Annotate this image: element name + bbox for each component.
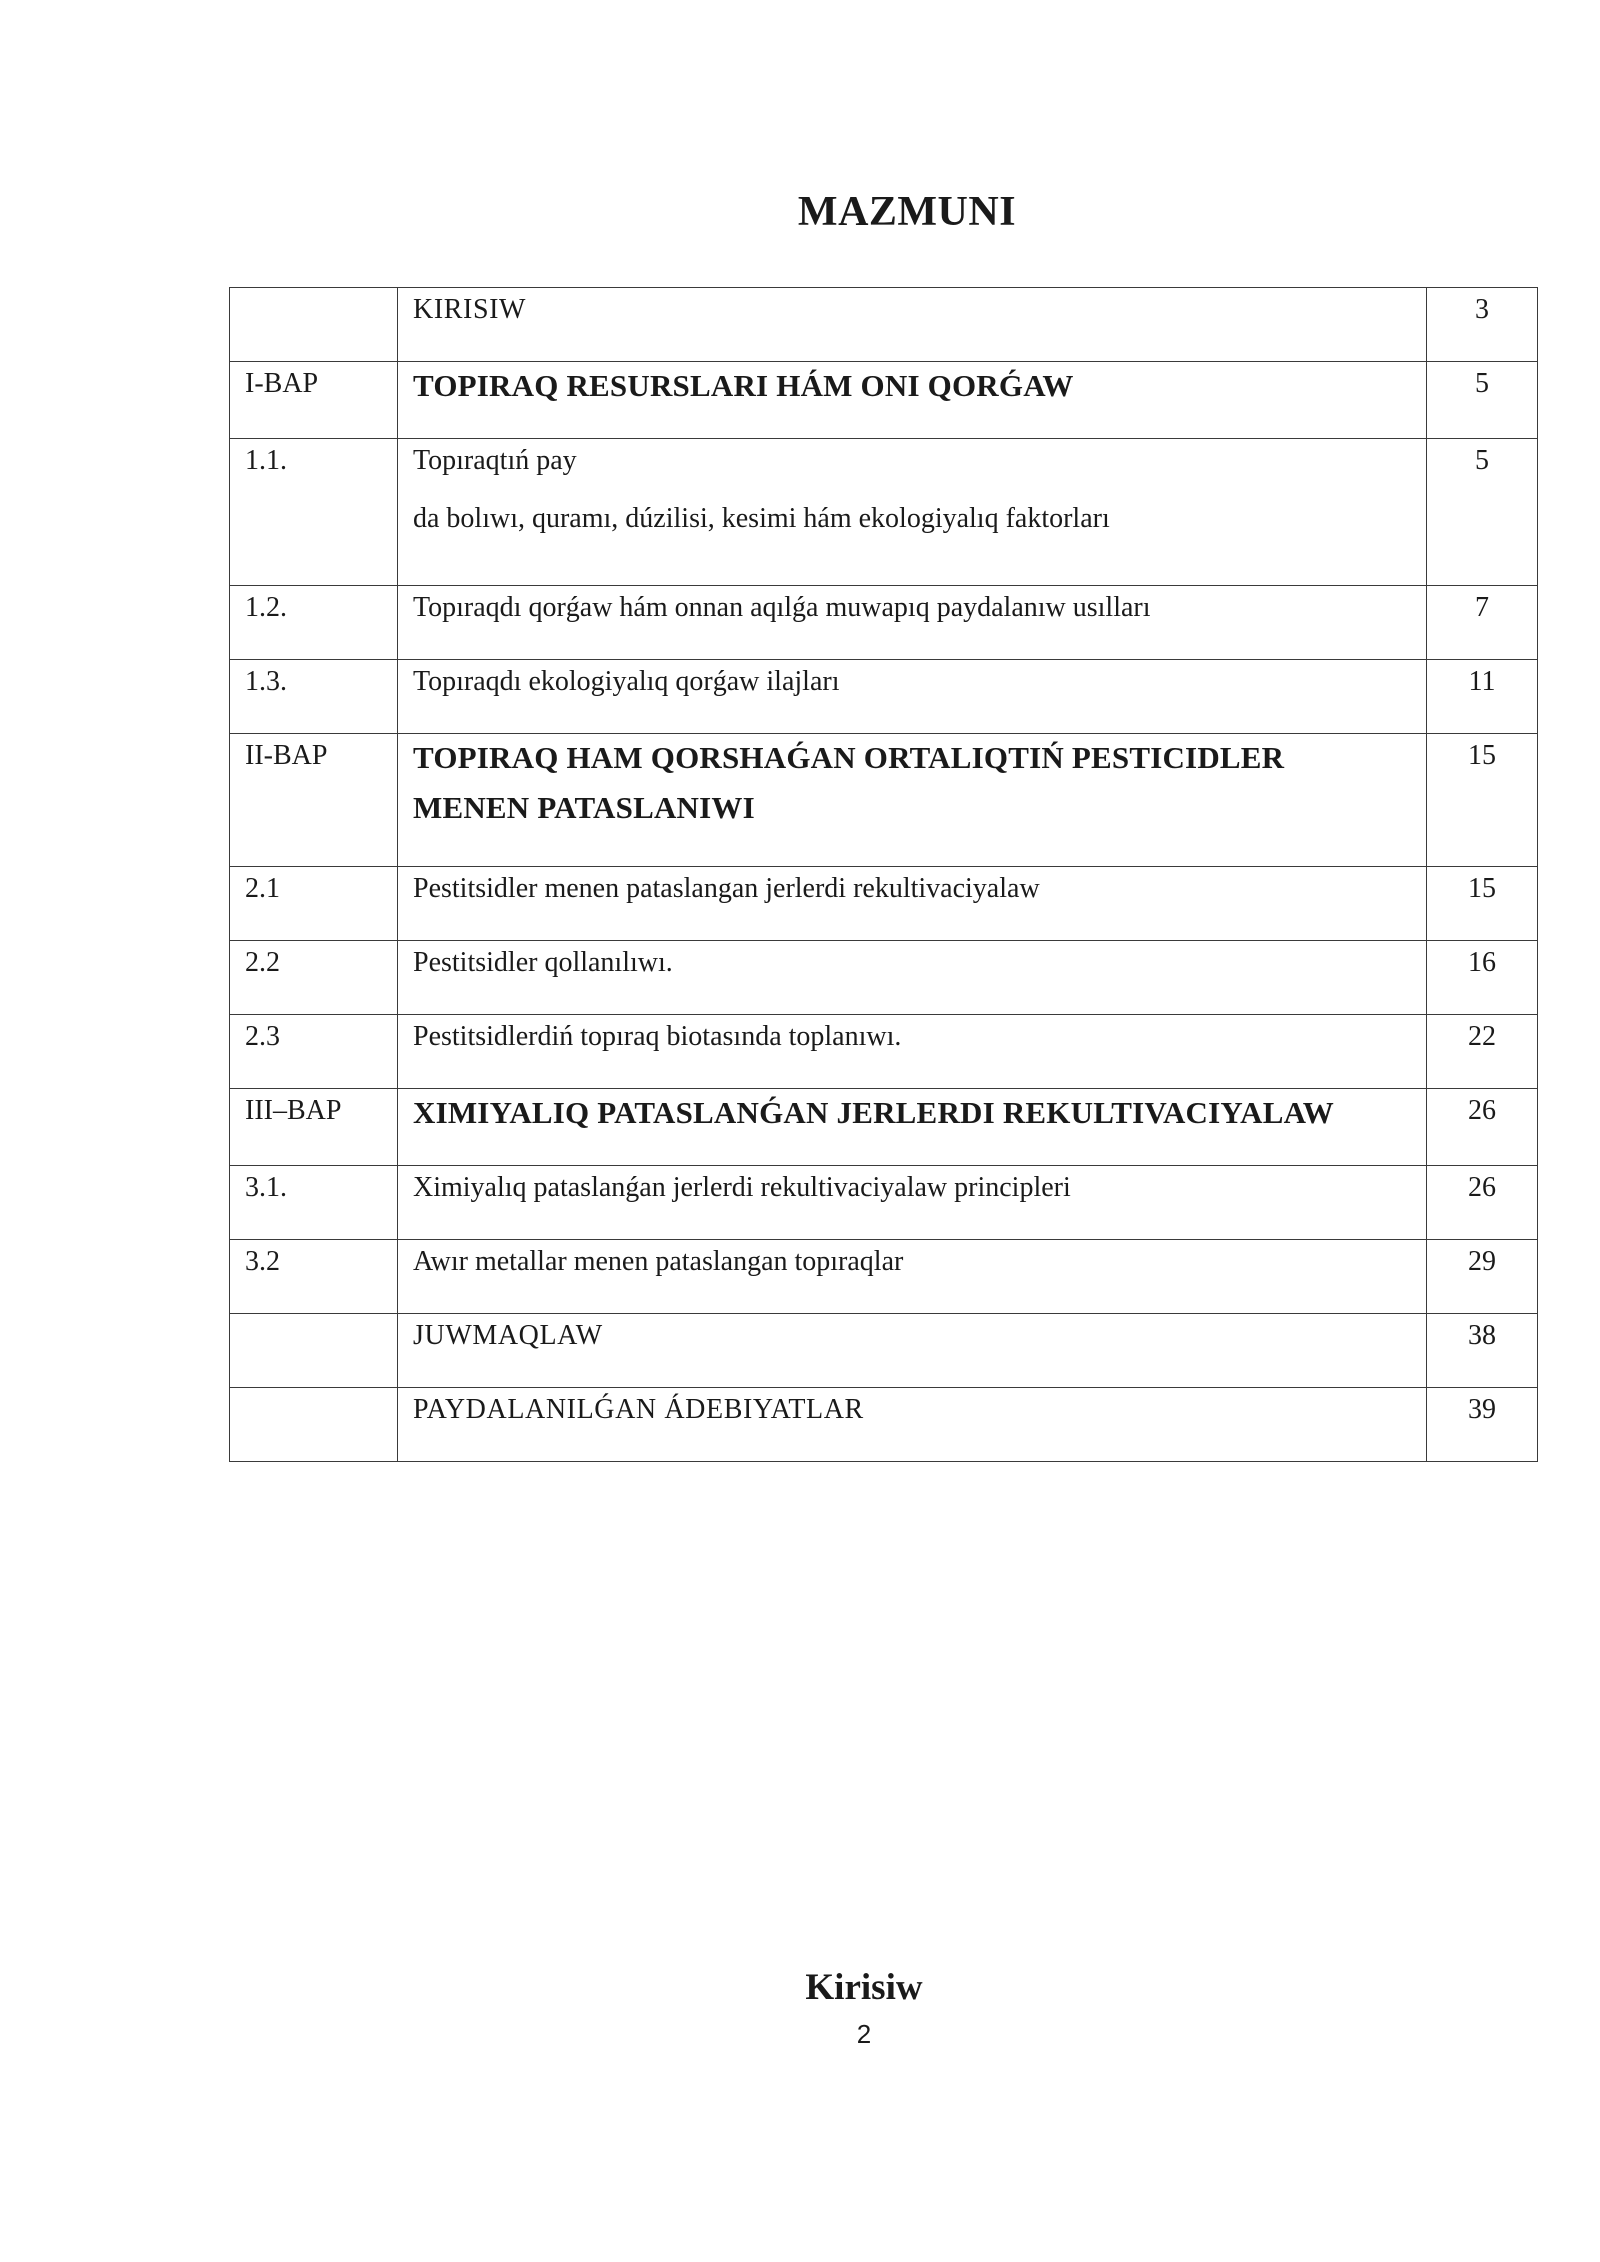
- toc-number: I-BAP: [230, 362, 398, 439]
- toc-page: 29: [1427, 1240, 1538, 1314]
- toc-title: JUWMAQLAW: [398, 1314, 1427, 1388]
- toc-row: [230, 586, 1538, 660]
- toc-row: [230, 1015, 1538, 1089]
- toc-number: 1.1.: [230, 439, 398, 586]
- toc-row: [230, 1240, 1538, 1314]
- toc-title-line1: Topıraqtıń pay: [413, 445, 577, 476]
- toc-chapter-title: XIMIYALIQ PATASLANǴAN JERLERDI REKULTIVACIYALAW: [398, 1089, 1427, 1166]
- toc-page: 15: [1427, 867, 1538, 941]
- page-number: 2: [856, 2019, 872, 2049]
- toc-chapter-title: TOPIRAQ RESURSLARI HÁM ONI QORǴAW: [398, 362, 1427, 439]
- toc-page: 26: [1427, 1166, 1538, 1240]
- section-heading: Kirisiw: [805, 1967, 923, 2008]
- toc-number: III–BAP: [230, 1089, 398, 1166]
- toc-title: Awır metallar menen pataslangan topıraqlar: [398, 1240, 1427, 1314]
- toc-title: PAYDALANILǴAN ÁDEBIYATLAR: [398, 1388, 1427, 1462]
- toc-page: 11: [1427, 660, 1538, 734]
- toc-row: [230, 288, 1538, 362]
- toc-number: [230, 288, 398, 362]
- toc-row: [230, 660, 1538, 734]
- toc-number: [230, 1388, 398, 1462]
- toc-page: 15: [1427, 734, 1538, 867]
- toc-title: KIRISIW: [398, 288, 1427, 362]
- toc-number: II-BAP: [230, 734, 398, 867]
- toc-page: 39: [1427, 1388, 1538, 1462]
- toc-number: 2.2: [230, 941, 398, 1015]
- toc-page: 5: [1427, 362, 1538, 439]
- toc-row: [230, 362, 1538, 439]
- toc-number: 3.1.: [230, 1166, 398, 1240]
- page-title: MAZMUNI: [797, 189, 1017, 235]
- toc-page: 38: [1427, 1314, 1538, 1388]
- toc-number: 2.3: [230, 1015, 398, 1089]
- toc-title-line2: da bolıwı, quramı, dúzilisi, kesimi hám ekologiyalıq faktorları: [413, 503, 1110, 534]
- toc-title: Pestitsidler qollanılıwı.: [398, 941, 1427, 1015]
- toc-chapter-title: [398, 734, 1427, 867]
- toc-number: 3.2: [230, 1240, 398, 1314]
- toc-title: [398, 439, 1427, 586]
- toc-number: 1.2.: [230, 586, 398, 660]
- toc-title: Pestitsidlerdiń topıraq biotasında toplanıwı.: [398, 1015, 1427, 1089]
- toc-title: Topıraqdı qorǵaw hám onnan aqılǵa muwapıq paydalanıw usılları: [398, 586, 1427, 660]
- toc-title: Ximiyalıq pataslanǵan jerlerdi rekultivaciyalaw principleri: [398, 1166, 1427, 1240]
- toc-title: Topıraqdı ekologiyalıq qorǵaw ilajları: [398, 660, 1427, 734]
- toc-title: Pestitsidler menen pataslangan jerlerdi rekultivaciyalaw: [398, 867, 1427, 941]
- toc-number: 2.1: [230, 867, 398, 941]
- table-of-contents: [229, 287, 1538, 1462]
- toc-page: 26: [1427, 1089, 1538, 1166]
- toc-row: [230, 734, 1538, 867]
- toc-row: [230, 1388, 1538, 1462]
- toc-page: 22: [1427, 1015, 1538, 1089]
- toc-row: [230, 1166, 1538, 1240]
- toc-row: [230, 1314, 1538, 1388]
- toc-page: 5: [1427, 439, 1538, 586]
- toc-page: 3: [1427, 288, 1538, 362]
- toc-row: [230, 867, 1538, 941]
- toc-row: [230, 941, 1538, 1015]
- toc-page: 16: [1427, 941, 1538, 1015]
- toc-title-line2: MENEN PATASLANIWI: [413, 790, 755, 825]
- toc-number: 1.3.: [230, 660, 398, 734]
- toc-title-line1: TOPIRAQ HAM QORSHAǴAN ORTALIQTIŃ PESTICIDLER: [413, 740, 1285, 775]
- toc-number: [230, 1314, 398, 1388]
- toc-row: [230, 439, 1538, 586]
- toc-row: [230, 1089, 1538, 1166]
- toc-page: 7: [1427, 586, 1538, 660]
